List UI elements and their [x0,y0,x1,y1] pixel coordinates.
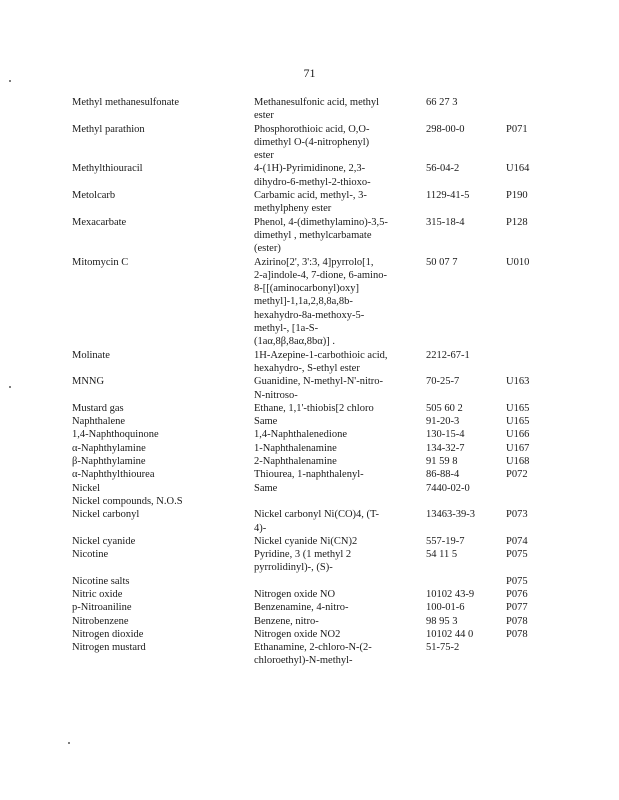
chemical-synonym: Nickel cyanide Ni(CN)2 [254,535,358,547]
chemical-name: Nickel compounds, N.O.S [72,495,183,507]
chemical-synonym: Ethanamine, 2-chloro-N-(2- chloroethyl)-N-methyl- [254,642,372,667]
waste-code: P072 [506,469,528,481]
table-row [72,402,572,415]
cas-number: 91-20-3 [426,416,460,428]
chemical-name: β-Naphthylamine [72,456,146,468]
chemical-synonym: Pyridine, 3 (1 methyl 2 pyrrolidinyl)-, (S)- [254,549,352,574]
cas-number: 91 59 8 [426,456,458,468]
table-row [72,442,572,455]
table-row [72,482,572,495]
waste-code: U167 [506,442,530,454]
cas-number: 54 11 5 [426,549,458,561]
chemical-name: Naphthalene [72,416,126,428]
chemical-synonym: Benzenamine, 4-nitro- [254,602,349,614]
chemical-name: Nickel [72,482,100,494]
table-row [72,428,572,441]
chemical-synonym: 1,4-Naphthalenedione [254,429,348,441]
cas-number: 13463-39-3 [426,509,475,521]
waste-code: P073 [506,509,528,521]
chemical-name: Mexacarbate [72,216,127,228]
cas-number: 100-01-6 [426,602,465,614]
waste-code: U010 [506,256,530,268]
table-row [72,123,572,163]
table-row [72,588,572,601]
chemical-synonym: Nitrogen oxide NO2 [254,628,341,640]
waste-code: P077 [506,602,528,614]
cas-number: 56-04-2 [426,163,460,175]
cas-number: 51-75-2 [426,642,460,654]
chemical-name: Nickel cyanide [72,535,136,547]
table-row [72,455,572,468]
waste-code: P074 [506,535,528,547]
waste-code: P071 [506,123,528,135]
chemical-name: Methyl parathion [72,123,145,135]
waste-code: P076 [506,588,528,600]
scan-speck [9,386,11,388]
table-row [72,535,572,548]
chemical-name: 1,4-Naphthoquinone [72,429,159,441]
chemical-synonym: Carbamic acid, methyl-, 3- methylpheny ester [254,190,367,215]
chemical-name: α-Naphthylthiourea [72,469,155,481]
chemical-name: Nicotine [72,549,109,561]
table-row [72,508,572,535]
cas-number: 50 07 7 [426,256,458,268]
table-row [72,162,572,189]
cas-number: 10102 43-9 [426,588,475,600]
chemical-synonym: Thiourea, 1-naphthalenyl- [254,469,364,481]
waste-code: U165 [506,416,530,428]
cas-number: 2212-67-1 [426,349,470,361]
chemical-name: p-Nitroaniline [72,602,132,614]
chemical-synonym: Same [254,416,278,428]
chemical-name: Nitrogen dioxide [72,628,144,640]
cas-number: 98 95 3 [426,615,458,627]
chemical-name: Nitrogen mustard [72,642,146,654]
waste-code: P190 [506,190,528,202]
chemical-synonym: 4-(1H)-Pyrimidinone, 2,3- dihydro-6-methyl-2-thioxo- [254,163,371,188]
chemical-name: Mustard gas [72,402,124,414]
cas-number: 7440-02-0 [426,482,470,494]
table-row [72,256,572,349]
chemical-name: Nickel carbonyl [72,509,140,521]
chemical-name: Methylthiouracil [72,163,143,175]
chemical-synonym: 1-Naphthalenamine [254,442,337,454]
table-row [72,495,572,508]
chemical-name: Methyl methanesulfonate [72,97,180,108]
scan-speck [9,80,11,82]
table-row [72,615,572,628]
chemical-name: Mitomycin C [72,256,129,268]
cas-number: 66 27 3 [426,97,458,108]
chemical-synonym: Phenol, 4-(dimethylamino)-3,5- dimethyl , methylcarbamate (ester) [254,216,388,255]
table-row [72,189,572,216]
cas-number: 130-15-4 [426,429,465,441]
chemical-synonym: Methanesulfonic acid, methyl ester [254,97,380,122]
cas-number: 1129-41-5 [426,190,470,202]
waste-code: U163 [506,376,530,388]
chemical-synonym: Nitrogen oxide NO [254,588,336,600]
chemical-synonym: Nickel carbonyl Ni(CO)4, (T- 4)- [254,509,379,534]
chemical-table [72,96,572,668]
cas-number: 86-88-4 [426,469,460,481]
table-row [72,349,572,376]
chemical-name: MNNG [72,376,105,388]
cas-number: 10102 44 0 [426,628,474,640]
chemical-synonym: Benzene, nitro- [254,615,319,627]
chemical-synonym: 2-Naphthalenamine [254,456,337,468]
chemical-name: Nitrobenzene [72,615,129,627]
waste-code: U168 [506,456,530,468]
cas-number: 315-18-4 [426,216,465,228]
waste-code: P075 [506,575,528,587]
waste-code: U165 [506,402,530,414]
table-row [72,415,572,428]
cas-number: 505 60 2 [426,402,463,414]
table-row [72,575,572,588]
cas-number: 134-32-7 [426,442,465,454]
cas-number: 298-00-0 [426,123,465,135]
chemical-name: Metolcarb [72,190,116,202]
table-row [72,601,572,614]
chemical-synonym: Same [254,482,278,494]
scan-speck [68,742,70,744]
cas-number: 557-19-7 [426,535,465,547]
chemical-synonym: Azirino[2', 3':3, 4]pyrrolo[1, 2-a]indole-4, 7-dione, 6-amino- 8-[[(aminocarbonyl)oxy] methyl]-1,1a,2,8,8a,8b- hexahydro-8a-methoxy-5- methyl-, [1a-S- (1aα,8β,8aα,8bα)] . [254,256,387,348]
chemical-synonym: Phosphorothioic acid, O,O- dimethyl O-(4-nitrophenyl) ester [254,123,370,162]
table-row [72,468,572,481]
table-row [72,216,572,256]
table-row [72,96,572,123]
waste-code: U166 [506,429,530,441]
waste-code: P078 [506,628,528,640]
waste-code: P075 [506,549,528,561]
chemical-synonym: Ethane, 1,1'-thiobis[2 chloro [254,402,374,414]
table-row [72,548,572,575]
chemical-name: Molinate [72,349,110,361]
table-row [72,375,572,402]
waste-code: U164 [506,163,530,175]
chemical-name: Nicotine salts [72,575,130,587]
chemical-synonym: Guanidine, N-methyl-N'-nitro- N-nitroso- [254,376,384,401]
chemical-name: α-Naphthylamine [72,442,146,454]
chemical-synonym: 1H-Azepine-1-carbothioic acid, hexahydro-, S-ethyl ester [254,349,388,374]
waste-code: P128 [506,216,528,228]
page-number: 71 [303,66,316,80]
cas-number: 70-25-7 [426,376,460,388]
table-row [72,641,572,668]
chemical-name: Nitric oxide [72,588,123,600]
waste-code: P078 [506,615,528,627]
table-row [72,628,572,641]
